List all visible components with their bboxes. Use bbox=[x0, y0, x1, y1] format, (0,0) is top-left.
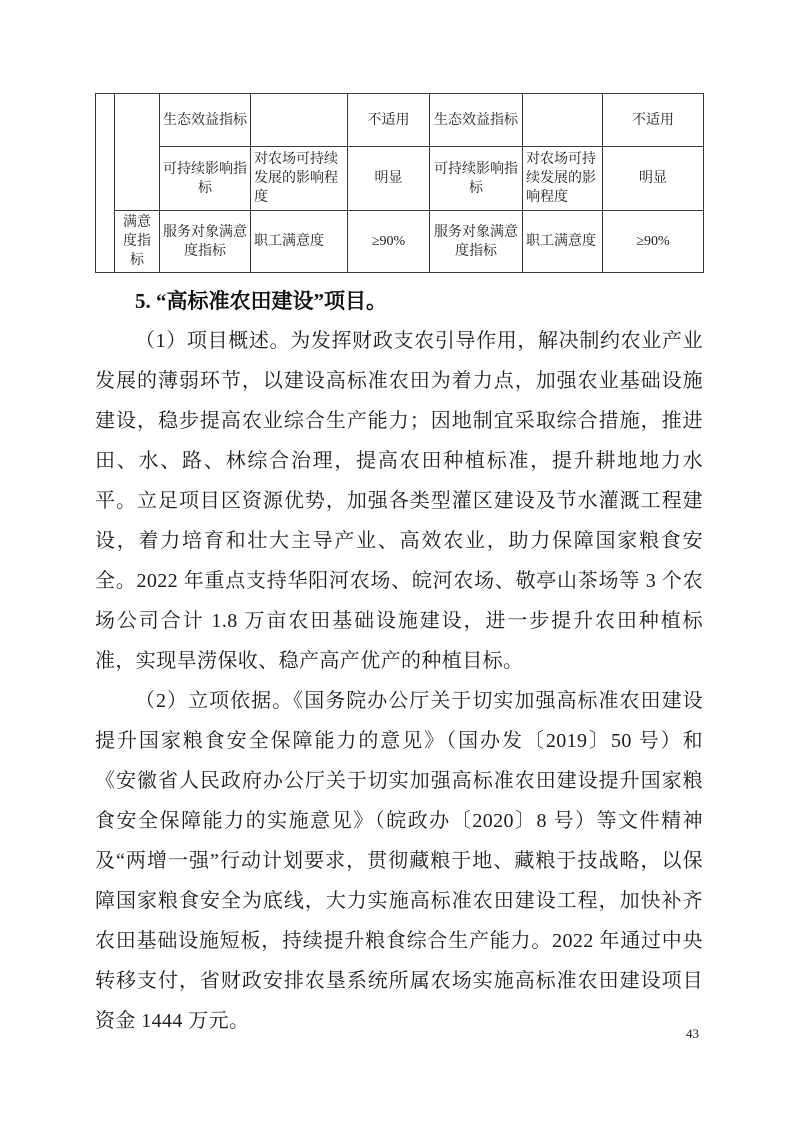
paragraph-project-overview: （1）项目概述。为发挥财政支农引导作用，解决制约农业产业发展的薄弱环节，以建设高标准农田为着力点，加强农业基础设施建设，稳步提高农业综合生产能力；因地制宜采取综合措施，推进田、水、路、林综合治理，提高农田种植标准，提升耕地地力水平。立足项目区资源优势，加强各类型灌区建设及节水灌溉工程建设，着力培育和壮大主导产业、高效农业，助力保障国家粮食安全。2022 年重点支持华阳河农场、皖河农场、敬亭山茶场等 3 个农场公司合计 1.8 万亩农田基础设施建设，进一步提升农田种植标准，实现旱涝保收、稳产高产优产的种植目标。 bbox=[95, 330, 703, 672]
table-row bbox=[96, 94, 704, 147]
cell-staff-satisfaction-right: 职工满意度 bbox=[523, 211, 603, 273]
cell-not-applicable-right: 不适用 bbox=[603, 94, 704, 147]
page-content bbox=[95, 93, 703, 1041]
cell-indicator-group-empty bbox=[115, 94, 160, 211]
section-heading: 5. “高标准农田建设”项目。 bbox=[135, 289, 387, 313]
cell-satisfaction-value-left: ≥90% bbox=[348, 211, 430, 273]
cell-sustainability-indicator-right: 可持续影响指标 bbox=[430, 147, 523, 211]
page-number: 43 bbox=[686, 1026, 699, 1041]
table-row bbox=[96, 211, 704, 273]
performance-indicators-table bbox=[95, 93, 704, 273]
cell-spacer-column bbox=[96, 94, 115, 273]
cell-satisfaction-value-right: ≥90% bbox=[603, 211, 704, 273]
cell-sustainability-indicator-left: 可持续影响指标 bbox=[160, 147, 251, 211]
cell-empty bbox=[251, 94, 348, 147]
cell-staff-satisfaction-left: 职工满意度 bbox=[251, 211, 348, 273]
cell-obvious-left: 明显 bbox=[348, 147, 430, 211]
paragraph-project-basis: （2）立项依据。《国务院办公厅关于切实加强高标准农田建设提升国家粮食安全保障能力的意见》（国办发〔2019〕50 号）和《安徽省人民政府办公厅关于切实加强高标准农田建设提升国家粮食安全保障能力的实施意见》（皖政办〔2020〕8 号）等文件精神及“两增一强”行动计划要求，贯彻藏粮于地、藏粮于技战略，以保障国家粮食安全为底线，大力实施高标准农田建设工程，加快补齐农田基础设施短板，持续提升粮食综合生产能力。2022 年通过中央转移支付，省财政安排农垦系统所属农场实施高标准农田建设项目资金 1444 万元。 bbox=[95, 690, 703, 1032]
cell-not-applicable-left: 不适用 bbox=[348, 94, 430, 147]
cell-farm-sustainability-impact-left: 对农场可持续发展的影响程度 bbox=[251, 147, 348, 211]
cell-eco-benefit-indicator-left: 生态效益指标 bbox=[160, 94, 251, 147]
cell-empty bbox=[523, 94, 603, 147]
cell-farm-sustainability-impact-right: 对农场可持续发展的影响程度 bbox=[523, 147, 603, 211]
table-row bbox=[96, 147, 704, 211]
cell-eco-benefit-indicator-right: 生态效益指标 bbox=[430, 94, 523, 147]
cell-obvious-right: 明显 bbox=[603, 147, 704, 211]
cell-service-target-satisfaction-right: 服务对象满意度指标 bbox=[430, 211, 523, 273]
cell-satisfaction-group: 满意度指标 bbox=[115, 211, 160, 273]
cell-service-target-satisfaction-left: 服务对象满意度指标 bbox=[160, 211, 251, 273]
